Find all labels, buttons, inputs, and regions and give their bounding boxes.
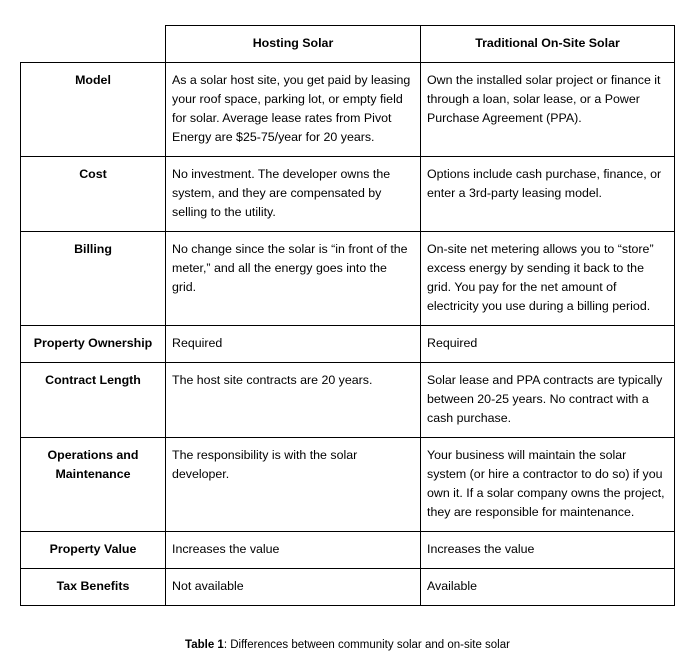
cell-operations-maintenance-traditional: Your business will maintain the solar system (or hire a contractor to do so) if you own it. If a solar company owns the project, they are responsible for maintenance. (421, 438, 675, 532)
cell-operations-maintenance-hosting: The responsibility is with the solar developer. (166, 438, 421, 532)
cell-property-ownership-hosting: Required (166, 326, 421, 363)
caption-text: : Differences between community solar and on-site solar (223, 639, 510, 651)
cell-billing-traditional: On-site net metering allows you to “store” excess energy by sending it back to the grid. You pay for the net amount of electricity you use during a billing period. (421, 232, 675, 326)
header-cell-empty (21, 26, 166, 63)
cell-property-value-hosting: Increases the value (166, 532, 421, 569)
table-row-billing (21, 232, 675, 326)
row-label-operations-maintenance: Operations and Maintenance (21, 438, 166, 532)
cell-contract-length-traditional: Solar lease and PPA contracts are typically between 20-25 years. No contract with a cash purchase. (421, 363, 675, 438)
cell-cost-traditional: Options include cash purchase, finance, or enter a 3rd-party leasing model. (421, 157, 675, 232)
cell-tax-benefits-traditional: Available (421, 569, 675, 606)
table-row-property-ownership (21, 326, 675, 363)
table-header-row (21, 26, 675, 63)
cell-contract-length-hosting: The host site contracts are 20 years. (166, 363, 421, 438)
header-cell-hosting-solar: Hosting Solar (166, 26, 421, 63)
cell-property-ownership-traditional: Required (421, 326, 675, 363)
table-row-tax-benefits (21, 569, 675, 606)
row-label-tax-benefits: Tax Benefits (21, 569, 166, 606)
cell-model-hosting: As a solar host site, you get paid by leasing your roof space, parking lot, or empty field for solar. Average lease rates from Pivot Energy are $25-75/year for 20 years. (166, 63, 421, 157)
row-label-property-ownership: Property Ownership (21, 326, 166, 363)
table-caption (0, 638, 695, 652)
table-row-operations-maintenance (21, 438, 675, 532)
cell-tax-benefits-hosting: Not available (166, 569, 421, 606)
table-row-property-value (21, 532, 675, 569)
cell-model-traditional: Own the installed solar project or finance it through a loan, solar lease, or a Power Purchase Agreement (PPA). (421, 63, 675, 157)
header-cell-traditional-solar: Traditional On-Site Solar (421, 26, 675, 63)
row-label-billing: Billing (21, 232, 166, 326)
row-label-model: Model (21, 63, 166, 157)
table-row-model (21, 63, 675, 157)
table-row-contract-length (21, 363, 675, 438)
cell-cost-hosting: No investment. The developer owns the system, and they are compensated by selling to the utility. (166, 157, 421, 232)
table-row-cost (21, 157, 675, 232)
row-label-cost: Cost (21, 157, 166, 232)
cell-billing-hosting: No change since the solar is “in front of the meter,” and all the energy goes into the grid. (166, 232, 421, 326)
row-label-property-value: Property Value (21, 532, 166, 569)
row-label-contract-length: Contract Length (21, 363, 166, 438)
comparison-table (20, 25, 675, 606)
cell-property-value-traditional: Increases the value (421, 532, 675, 569)
caption-label: Table 1 (185, 639, 224, 651)
